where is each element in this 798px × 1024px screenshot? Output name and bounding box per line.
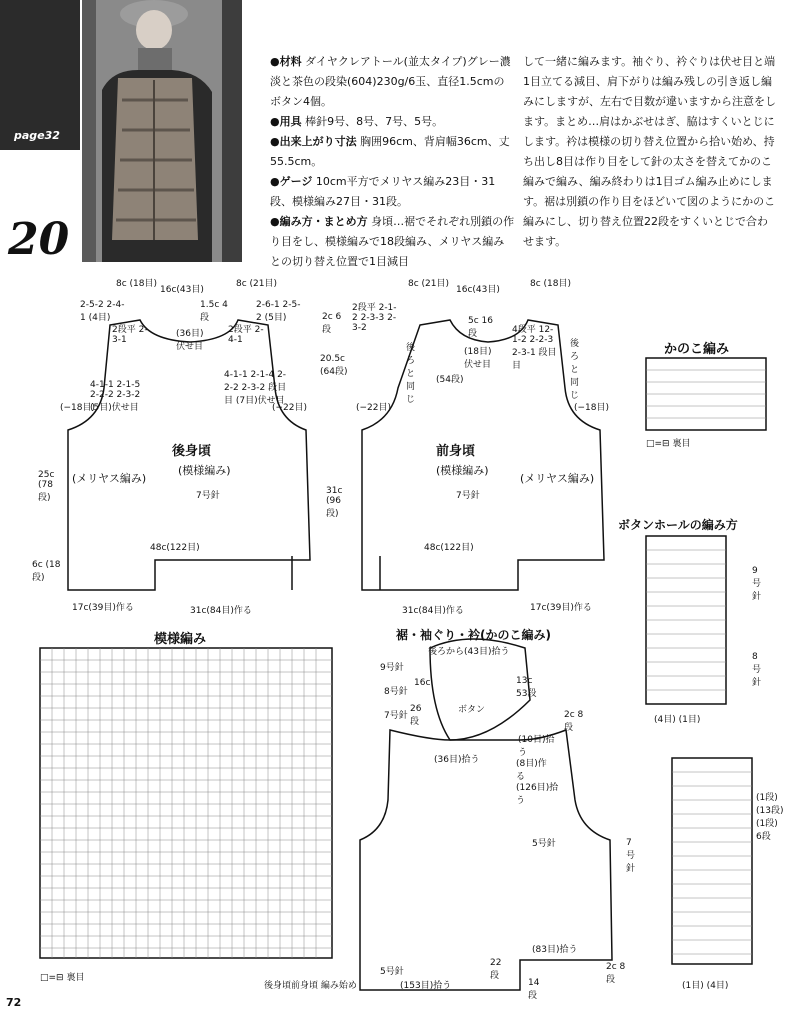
front-stockinette: (メリヤス編み) xyxy=(520,472,595,485)
back-shoulder-width-right: 8c (21目) xyxy=(236,279,278,289)
edging-14: 14段 xyxy=(528,978,540,1001)
materials-line xyxy=(270,52,515,112)
edging-title: 裾・袖ぐり・衿(かのこ編み) xyxy=(396,628,551,642)
back-hem-6c: 6c (18段) xyxy=(32,560,61,583)
method-label: ●編み方・まとめ方 xyxy=(270,215,368,228)
body-length-31c: 31c (96段) xyxy=(326,486,343,519)
edging-126: (126目)拾う xyxy=(516,783,559,806)
back-width: 48c(122目) xyxy=(150,543,200,553)
front-same-left: 後ろと同じ xyxy=(406,343,416,405)
edging-153: (153目)拾う xyxy=(400,981,452,991)
edging-2c: 2c 8段 xyxy=(564,710,584,733)
pattern-chart-frame xyxy=(40,648,332,958)
back-minus-right: (−22目) xyxy=(272,403,308,413)
front-side: 17c(39目)作る xyxy=(530,603,592,613)
instructions-column-1 xyxy=(270,52,515,272)
edging-needle5b: 5号針 xyxy=(380,967,404,977)
buttonhole-chart-2 xyxy=(672,758,752,964)
tools-line xyxy=(270,112,515,132)
armhole-20c: 20.5c (64段) xyxy=(320,354,348,377)
back-neck-center: (36目) 伏せ目 xyxy=(176,329,204,352)
kanoko-title: かのこ編み xyxy=(664,342,730,357)
front-shoulder-left: 2段平 2-1-2 2-3-3 2-3-2 xyxy=(352,303,397,333)
front-5c: 5c 16段 xyxy=(468,316,493,339)
edging-button: ボタン xyxy=(458,705,486,715)
model-photo xyxy=(82,0,242,262)
method-line xyxy=(270,212,515,272)
front-subtitle: (模様編み) xyxy=(436,464,489,477)
materials-label: ●材料 xyxy=(270,55,302,68)
back-shoulder-right: 2-6-1 2-5-2 (5目) xyxy=(256,300,301,323)
front-neck: (18目) 伏せ目 xyxy=(464,347,492,370)
model-illustration xyxy=(82,0,242,262)
back-minus-left: (−18目) xyxy=(60,403,96,413)
front-bottom: 31c(84目)作る xyxy=(402,606,464,616)
buttonhole-needle9: 9号針 xyxy=(752,566,762,602)
back-top: 16c(43目) xyxy=(160,285,204,295)
edging-26: 26段 xyxy=(410,704,422,727)
edging-collar: 後ろから(43目)拾う xyxy=(428,647,510,657)
back-neck-left: 2段平 2-3-1 xyxy=(112,325,148,345)
front-same-right: 後ろと同じ xyxy=(570,339,580,401)
front-width: 48c(122目) xyxy=(424,543,474,553)
front-minus-right: (−18目) xyxy=(574,403,610,413)
front-neck-right: 4段平 12-1-2 2-2-3 2-3-1 段目目 xyxy=(512,325,557,371)
buttonhole-needle8: 8号針 xyxy=(752,652,762,688)
edging-83: (83目)拾う xyxy=(532,945,578,955)
edging-16c: 16c xyxy=(414,678,431,688)
edging-needle9: 9号針 xyxy=(380,663,404,673)
back-neck-depth: 1.5c 4段 xyxy=(200,300,228,323)
back-length-25c: 25c (78段) xyxy=(38,470,55,503)
edging-needle7: 7号針 xyxy=(384,711,408,721)
kanoko-legend: □=⊟ 裏目 xyxy=(646,439,691,449)
back-shoulder-left: 2-5-2 2-4-1 (4目) xyxy=(80,300,125,323)
instructions-column-2: して一緒に編みます。袖ぐり、衿ぐりは伏せ目と端1目立てる減目、肩下がりは編み残しの引き返し編みにしますが、左右で目数が違いますから注意をします。まとめ…肩はかぶせはぎ、脇はすくいとじにします。衿は模様の切り替え位置から拾い始め、持ち出し8目は作り目をして針の太さを替えてかのこ編みで編み、編み終わりは1目ゴム編み止めにします。裾は別鎖の作り目をほどいて図のようにかのこ編みにし、切り替え位置22段をすくいとじで合わせます。 xyxy=(523,55,776,248)
buttonhole-count-2: (1目) (4目) xyxy=(682,981,729,991)
back-stockinette: (メリヤス編み) xyxy=(72,472,147,485)
buttonhole-rows: (1段) (13段) (1段) 6段 xyxy=(756,793,784,842)
back-shoulder-width-left: 8c (18目) xyxy=(116,279,158,289)
back-title: 後身頃 xyxy=(172,444,212,459)
front-shoulder-width-left: 8c (21目) xyxy=(408,279,450,289)
pattern-start: 後身頃前身頃 編み始め xyxy=(264,981,357,991)
back-side: 17c(39目)作る xyxy=(72,603,134,613)
buttonhole-count-1: (4目) (1目) xyxy=(654,715,701,725)
size-line xyxy=(270,132,515,172)
front-needle: 7号針 xyxy=(456,491,480,501)
front-2c: 2c 6段 xyxy=(322,312,342,335)
edging-22: 22段 xyxy=(490,958,502,981)
buttonhole-needle7: 7号針 xyxy=(626,838,636,874)
front-top: 16c(43目) xyxy=(456,285,500,295)
back-subtitle: (模様編み) xyxy=(178,464,231,477)
back-armhole-left: 4-1-1 2-1-5 2-2-2 2-3-2 (5目)伏せ目 xyxy=(90,380,141,413)
gauge-line xyxy=(270,172,515,212)
back-armhole-right: 4-1-1 2-1-4 2-2-2 2-3-2 段目目 (7目)伏せ目 xyxy=(224,370,287,406)
edging-needle8: 8号針 xyxy=(384,687,408,697)
page-number: 72 xyxy=(6,996,22,1009)
edging-2c8: 2c 8段 xyxy=(606,962,626,985)
front-title: 前身頃 xyxy=(436,444,476,459)
back-bottom: 31c(84目)作る xyxy=(190,606,252,616)
front-rows-54: (54段) xyxy=(436,375,464,385)
edging-13c: 13c 53段 xyxy=(516,676,537,699)
back-neck-right: 2段平 2-4-1 xyxy=(228,325,264,345)
materials-text: ダイヤクレアトール(並太タイプ)グレー濃淡と茶色の段染(604)230g/6玉、直径1.5cmのボタン4個。 xyxy=(270,55,511,108)
gauge-label: ●ゲージ xyxy=(270,175,313,188)
method-text: 身頃…裾でそれぞれ別鎖の作り目をし、模様編みで18段編み、メリヤス編みとの切り替え位置で1目減目 xyxy=(270,215,515,268)
front-shoulder-width-right: 8c (18目) xyxy=(530,279,572,289)
size-text: 胸囲96cm、背肩幅36cm、丈55.5cm。 xyxy=(270,135,510,168)
back-needle: 7号針 xyxy=(196,491,220,501)
pattern-legend: □=⊟ 裏目 xyxy=(40,973,85,983)
front-minus-left: (−22目) xyxy=(356,403,392,413)
pattern-number: 20 xyxy=(8,214,70,265)
buttonhole-title: ボタンホールの編み方 xyxy=(618,518,738,532)
edging-10: (10目)拾う xyxy=(518,735,555,758)
size-label: ●出来上がり寸法 xyxy=(270,135,357,148)
tools-label: ●用具 xyxy=(270,115,302,128)
tools-text: 棒針9号、8号、7号、5号。 xyxy=(305,115,444,128)
pattern-title: 模様編み xyxy=(154,632,207,647)
edging-needle5: 5号針 xyxy=(532,839,556,849)
page-reference: page32 xyxy=(14,129,60,142)
edging-8: (8目)作る xyxy=(516,759,547,782)
edging-36: (36目)拾う xyxy=(434,755,480,765)
page-reference-block xyxy=(0,0,80,150)
gauge-text: 10cm平方でメリヤス編み23目・31段、模様編み27目・31段。 xyxy=(270,175,496,208)
